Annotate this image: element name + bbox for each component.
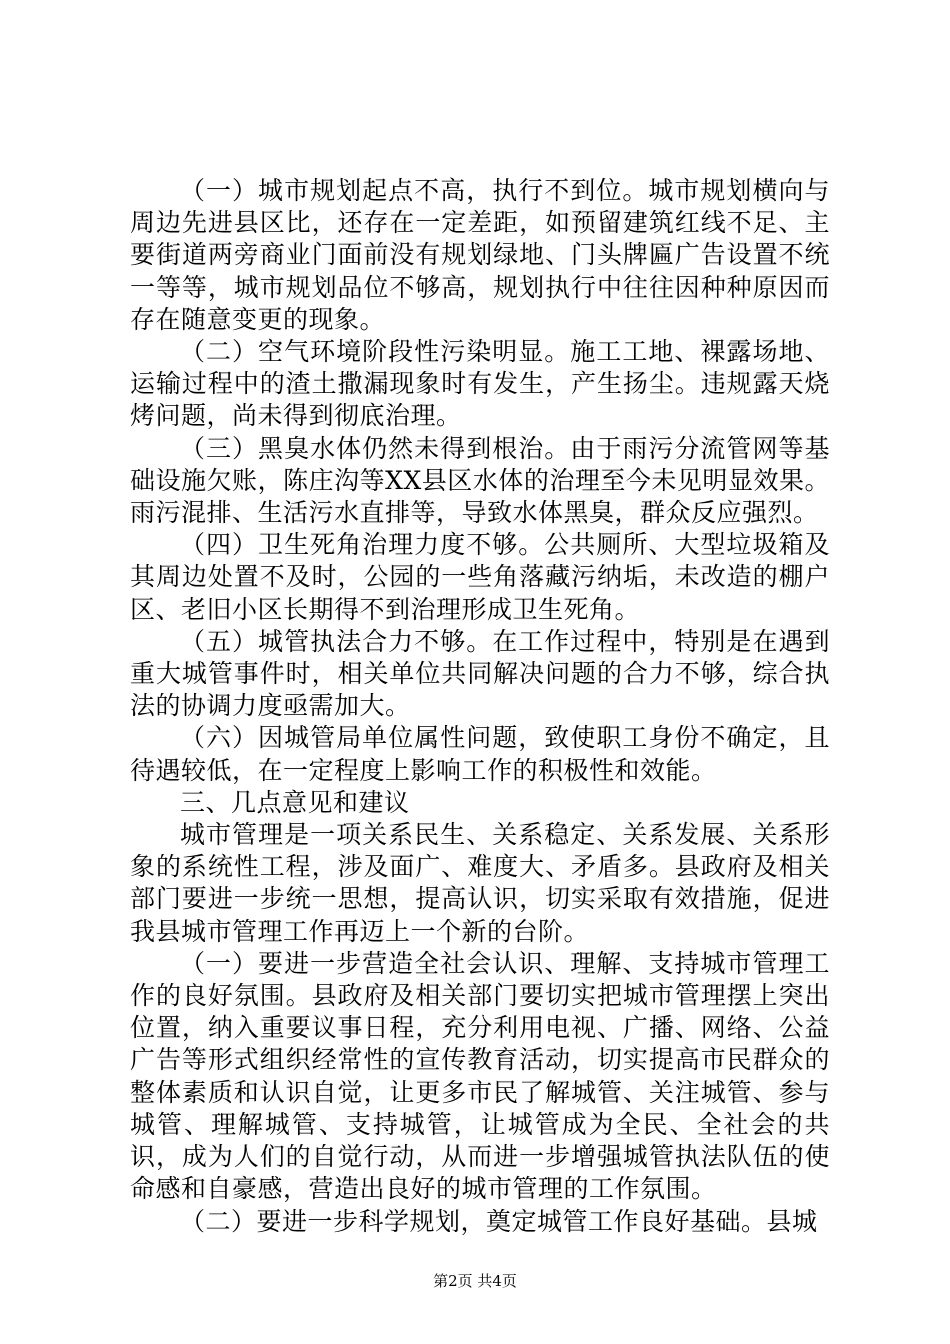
page-footer: 第2页 共4页 [433, 1272, 517, 1290]
paragraph-2: （二）空气环境阶段性污染明显。施工工地、裸露场地、运输过程中的渣土撒漏现象时有发生，产生扬尘。违规露天烧烤问题，尚未得到彻底治理。 [130, 337, 830, 431]
paragraph-6: （六）因城管局单位属性问题，致使职工身份不确定，且待遇较低，在一定程度上影响工作的积极性和效能。 [130, 723, 830, 785]
paragraph-10: （二）要进一步科学规划，奠定城管工作良好基础。县城 [180, 1206, 818, 1236]
paragraph-1: （一）城市规划起点不高，执行不到位。城市规划横向与周边先进县区比，还存在一定差距，如预留建筑红线不足、主要街道两旁商业门面前没有规划绿地、门头牌匾广告设置不统一等等，城市规划品位不够高，规划执行中往往因种种原因而存在随意变更的现象。 [130, 176, 830, 334]
section-heading: 三、几点意见和建议 [180, 787, 410, 817]
paragraph-5: （五）城管执法合力不够。在工作过程中，特别是在遇到重大城管事件时，相关单位共同解决问题的合力不够，综合执法的协调力度亟需加大。 [130, 626, 830, 721]
paragraph-8: 城市管理是一项关系民生、关系稳定、关系发展、关系形象的系统性工程，涉及面广、难度大、矛盾多。县政府及相关部门要进一步统一思想，提高认识，切实采取有效措施，促进我县城市管理工作再迈上一个新的台阶。 [130, 820, 830, 946]
document-body [130, 175, 830, 1238]
paragraph-3: （三）黑臭水体仍然未得到根治。由于雨污分流管网等基础设施欠账，陈庄沟等XX县区水体的治理至今未见明显效果。雨污混排、生活污水直排等，导致水体黑臭，群众反应强烈。 [130, 433, 830, 528]
paragraph-9: （一）要进一步营造全社会认识、理解、支持城市管理工作的良好氛围。县政府及相关部门要切实把城市管理摆上突出位置，纳入重要议事日程，充分利用电视、广播、网络、公益广告等形式组织经常性的宣传教育活动，切实提高市民群众的整体素质和认识自觉，让更多市民了解城管、关注城管、参与城管、理解城管、支持城管，让城管成为全民、全社会的共识，成为人们的自觉行动，从而进一步增强城管执法队伍的使命感和自豪感，营造出良好的城市管理的工作氛围。 [130, 948, 830, 1204]
paragraph-4: （四）卫生死角治理力度不够。公共厕所、大型垃圾箱及其周边处置不及时，公园的一些角落藏污纳垢，未改造的棚户区、老旧小区长期得不到治理形成卫生死角。 [130, 530, 830, 624]
